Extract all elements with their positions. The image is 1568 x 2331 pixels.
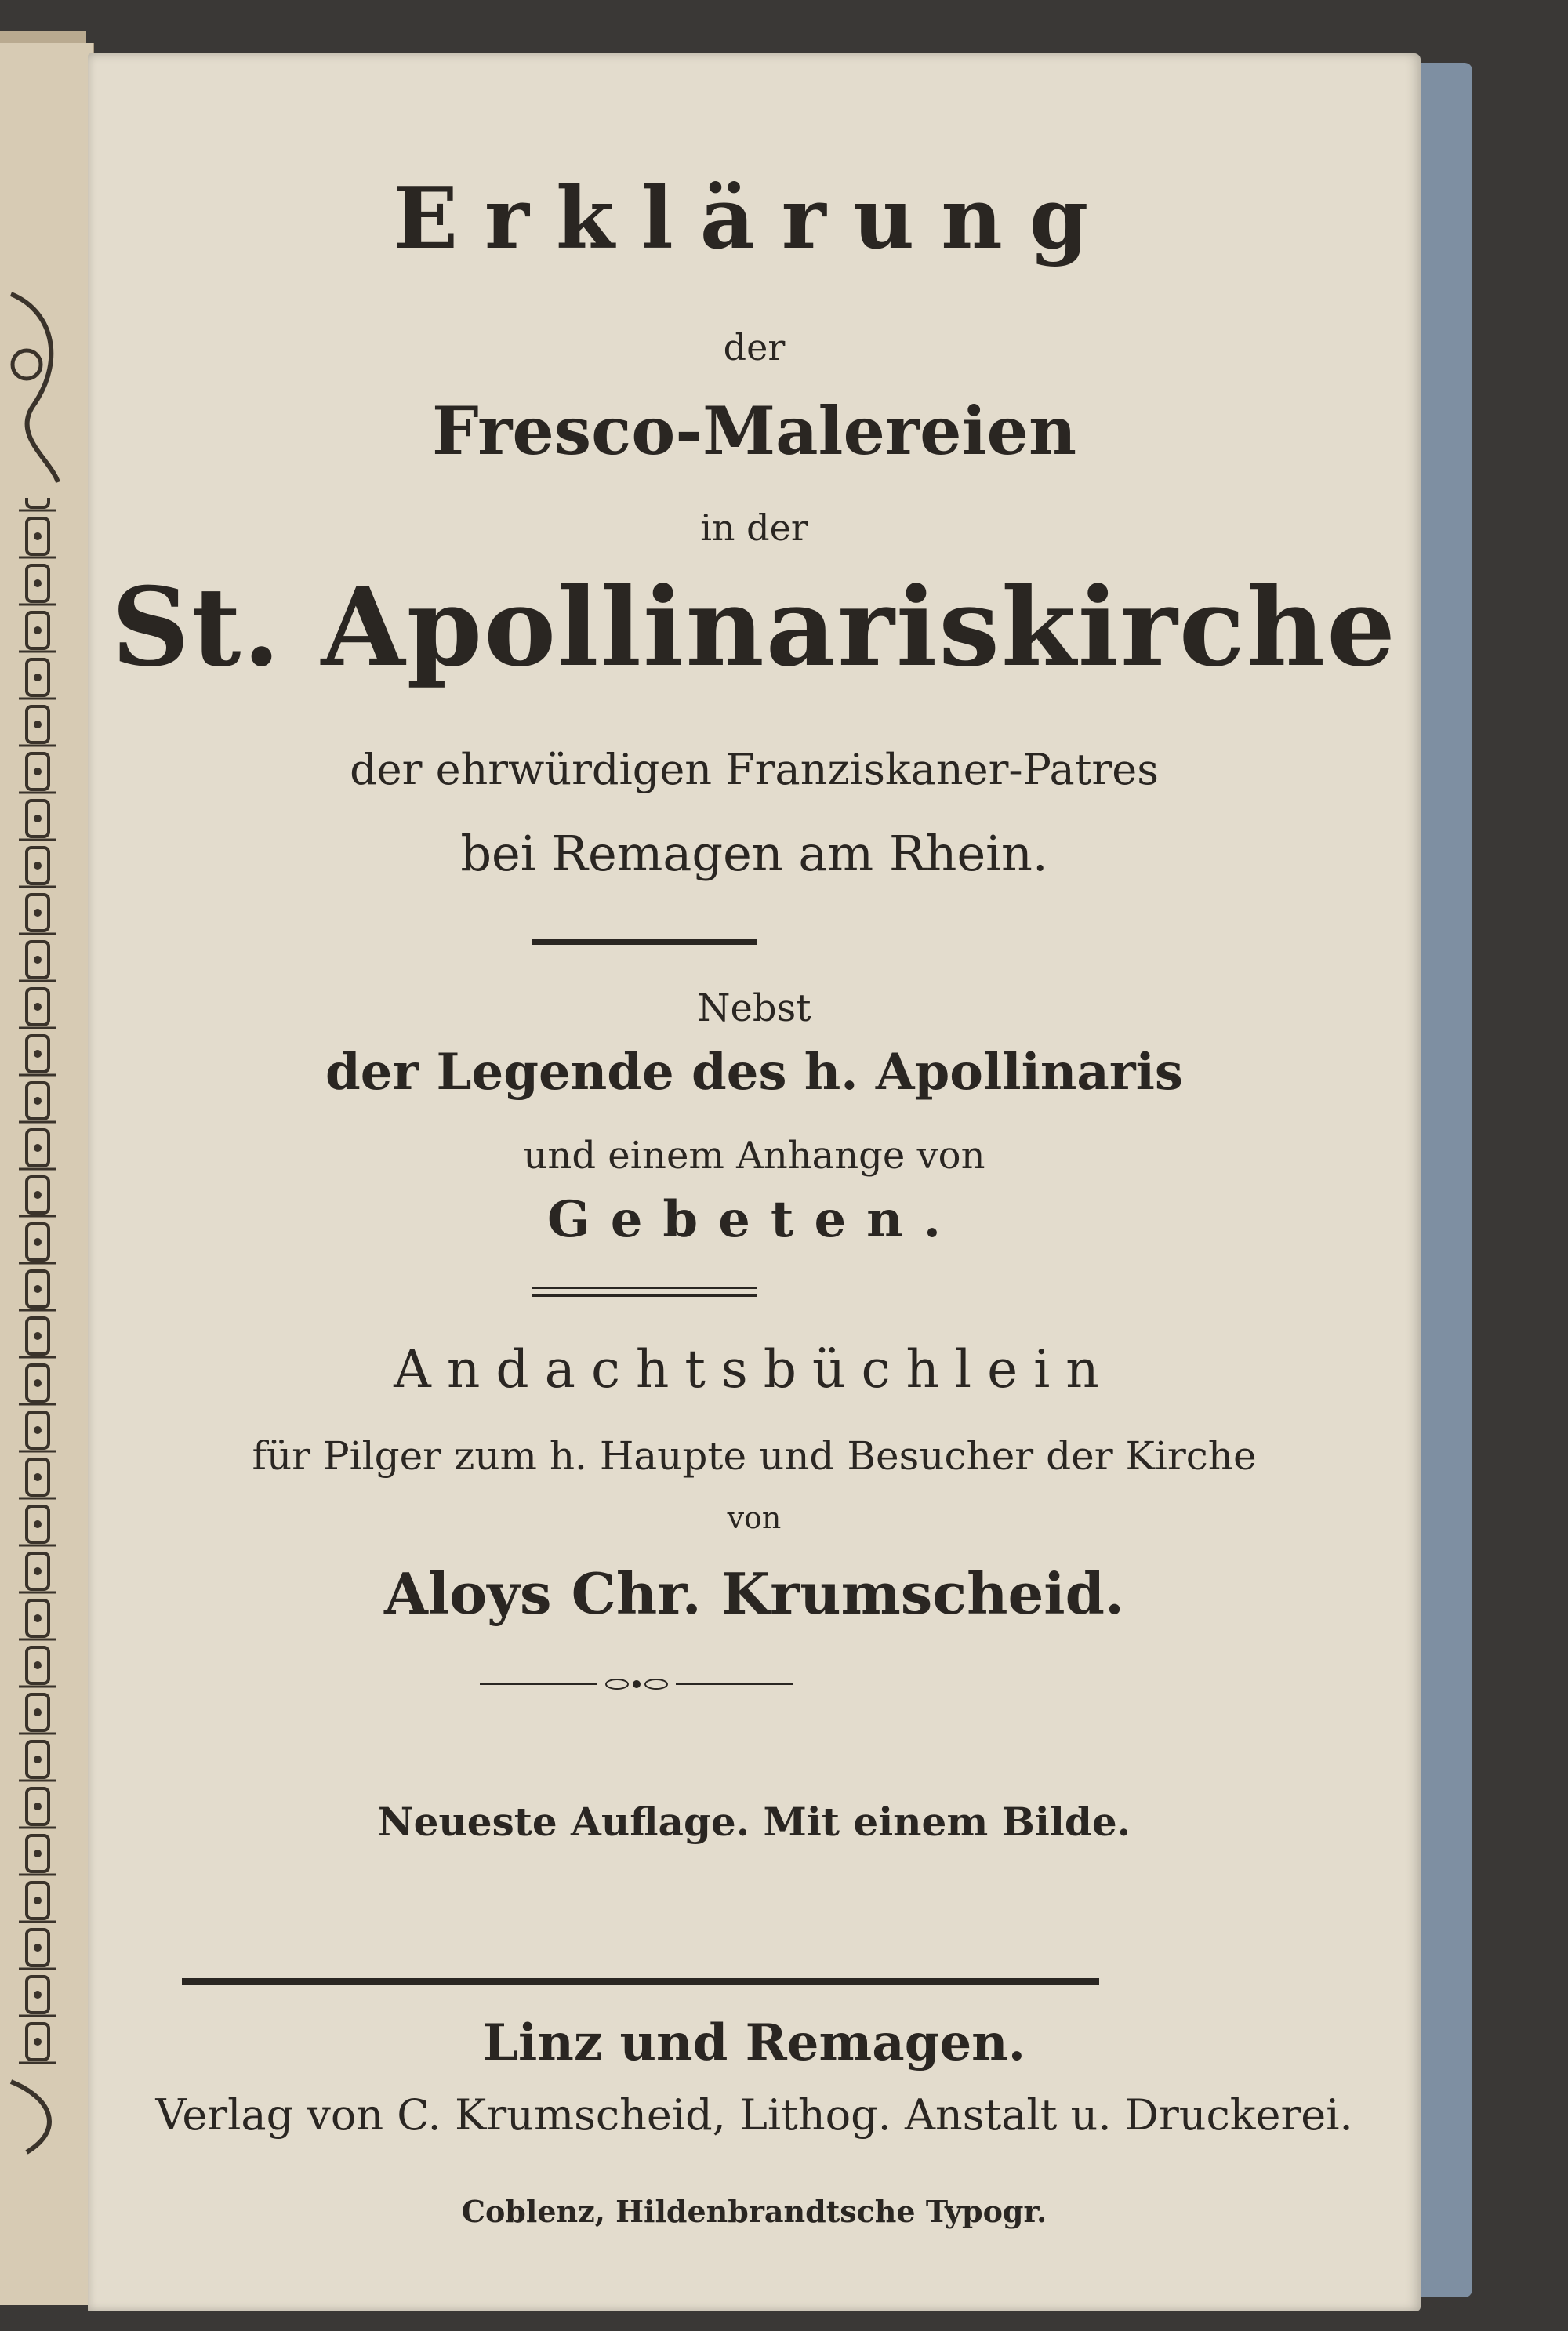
von-line: von [727,1501,782,1535]
legend-line: der Legende des h. Apollinaris [325,1043,1183,1102]
appendix-line: und einem Anhange von [523,1134,985,1178]
subject-heading: Fresco-Malereien [431,392,1077,470]
booklet-heading: Andachtsbüchlein [394,1339,1115,1400]
decorative-border-ornament [3,278,74,2160]
title-connector-der: der [723,326,786,369]
places-line: Linz und Remagen. [483,2013,1025,2072]
heavy-rule [182,1978,1099,1985]
prayers-line: Gebeten. [547,1190,961,1249]
title-page [88,53,1421,2311]
church-heading: St. Apollinariskirche [111,563,1397,691]
ornamental-rule [480,1676,793,1692]
divider-rule [532,939,757,945]
location-line: bei Remagen am Rhein. [460,825,1048,882]
page-title: Erklärung [393,169,1116,268]
owners-line: der ehrwürdigen Franziskaner-Patres [350,745,1159,794]
printer-line: Coblenz, Hildenbrandtsche Typogr. [461,2194,1047,2229]
audience-line: für Pilger zum h. Haupte und Besucher der Kirche [252,1433,1257,1479]
double-rule-top [532,1287,757,1289]
nebst-line: Nebst [697,986,811,1030]
facing-page-edge [0,43,94,2305]
author-name: Aloys Chr. Krumscheid. [383,1560,1125,1627]
double-rule-bottom [532,1294,757,1297]
title-connector-in-der: in der [700,507,808,549]
edition-line: Neueste Auflage. Mit einem Bilde. [377,1799,1131,1845]
publisher-line: Verlag von C. Krumscheid, Lithog. Anstalt u. Druckerei. [155,2090,1353,2140]
